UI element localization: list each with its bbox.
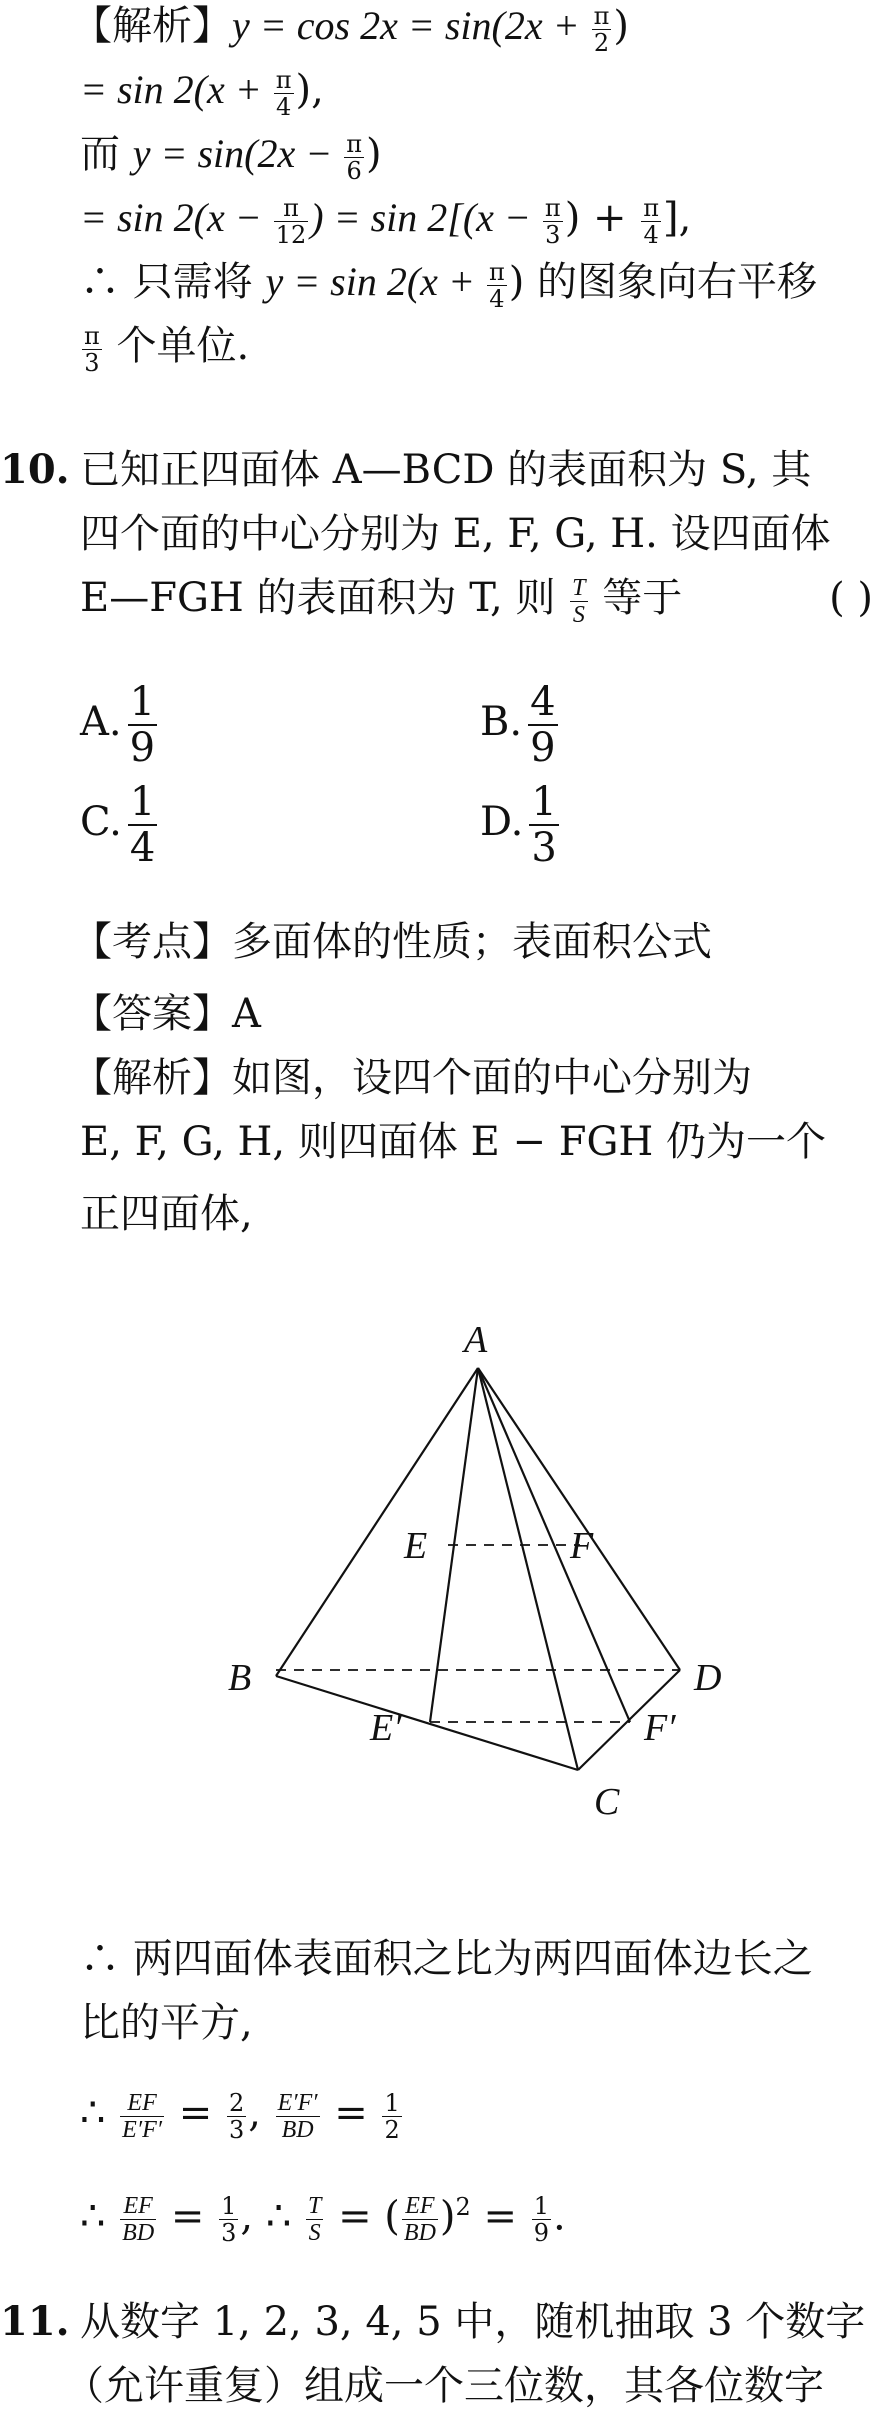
- option-c: [80, 780, 157, 870]
- math: ) = sin 2[(x −: [310, 195, 541, 240]
- den: E′F′: [122, 2116, 162, 2143]
- edge-ab: [276, 1368, 478, 1676]
- den: BD: [403, 2219, 436, 2246]
- den: 3: [84, 348, 100, 377]
- num: T: [572, 574, 586, 601]
- option-a: [80, 680, 157, 770]
- den: 6: [346, 156, 362, 185]
- num: 1: [384, 2088, 400, 2117]
- fraction: [528, 680, 557, 770]
- text: , ∴: [240, 2193, 304, 2240]
- fraction: [344, 131, 364, 184]
- text: 等于: [589, 575, 683, 621]
- edge-bc: [276, 1676, 578, 1770]
- option-b: [480, 680, 558, 770]
- math: ): [613, 3, 629, 49]
- conclusion-line-2: 比的平方,: [80, 2000, 253, 2046]
- den: 4: [489, 284, 505, 313]
- conclusion-line-3: [80, 2089, 404, 2143]
- text: ∴: [80, 2193, 119, 2240]
- question-number-11: 11.: [0, 2298, 70, 2345]
- num: π: [275, 65, 292, 94]
- jiexi-line-1: 【解析】如图，设四个面的中心分别为: [72, 1055, 752, 1101]
- text: ) 的图象向右平移: [508, 259, 818, 305]
- text: ,: [248, 2090, 274, 2136]
- q11-stem-line-2: （允许重复）组成一个三位数，其各位数字: [64, 2363, 824, 2409]
- prev-solution-line-6: [80, 322, 249, 376]
- num: 4: [530, 679, 556, 725]
- label-c: C: [594, 1781, 620, 1823]
- answer-blank: ( ): [829, 575, 873, 621]
- text: ): [439, 2193, 456, 2240]
- num: T: [308, 2192, 322, 2219]
- text: 个单位.: [103, 323, 250, 369]
- label: 【解析】: [72, 3, 232, 49]
- fraction: [543, 195, 563, 248]
- answer: 【答案】A: [72, 991, 261, 1037]
- den: 9: [533, 2218, 550, 2247]
- text: =: [470, 2193, 530, 2240]
- prev-solution-line-2: [80, 66, 324, 120]
- conclusion-line-1: ∴ 两四面体表面积之比为两四面体边长之: [80, 1936, 813, 1982]
- num: EF: [120, 2090, 164, 2117]
- fraction: [402, 2193, 438, 2246]
- fraction: [529, 780, 558, 870]
- den: 3: [228, 2115, 245, 2144]
- den: 2: [384, 2115, 400, 2144]
- q11-stem-line-1: 从数字 1, 2, 3, 4, 5 中，随机抽取 3 个数字: [80, 2299, 866, 2345]
- fraction: [274, 195, 309, 248]
- den: BD: [122, 2219, 155, 2246]
- option-label: B.: [480, 699, 523, 745]
- text: =: [158, 2193, 218, 2240]
- den: S: [572, 601, 585, 628]
- den: 2: [593, 28, 610, 57]
- text: = (: [325, 2193, 400, 2240]
- den: 4: [129, 825, 156, 871]
- label-b: B: [228, 1657, 252, 1699]
- text: =: [321, 2090, 381, 2136]
- num: 1: [129, 779, 156, 825]
- label-a: A: [464, 1319, 488, 1361]
- fraction: [219, 2193, 238, 2246]
- fraction: [128, 780, 157, 870]
- math: y = sin(2x −: [132, 131, 343, 176]
- math: ],: [663, 195, 692, 241]
- fraction: [641, 195, 661, 248]
- num: EF: [402, 2193, 438, 2220]
- num: π: [488, 257, 505, 286]
- label-f: F: [570, 1525, 594, 1567]
- fraction: [532, 2193, 551, 2246]
- text: =: [166, 2090, 225, 2136]
- jiexi-line-3: 正四面体,: [80, 1191, 253, 1237]
- prev-solution-line-5: [80, 258, 817, 312]
- num: π: [643, 193, 660, 222]
- text: E—FGH 的表面积为 T, 则: [80, 575, 569, 621]
- exponent: 2: [455, 2193, 471, 2221]
- option-label: D.: [480, 799, 524, 845]
- edge-ad: [478, 1368, 680, 1670]
- fraction: [306, 2193, 323, 2246]
- fraction: [227, 2090, 246, 2143]
- question-number-10: 10.: [0, 446, 70, 493]
- option-label: A.: [80, 699, 122, 745]
- den: S: [308, 2219, 321, 2246]
- edge-af2: [478, 1368, 630, 1722]
- den: 9: [530, 725, 556, 771]
- jiexi-line-2: E, F, G, H, 则四面体 E − FGH 仍为一个: [80, 1119, 827, 1165]
- num: 1: [533, 2191, 550, 2220]
- num: 2: [228, 2088, 245, 2117]
- math: = sin 2(x +: [80, 67, 272, 112]
- option-label: C.: [80, 799, 122, 845]
- fraction: [128, 680, 157, 770]
- prev-solution-line-3: [80, 130, 382, 184]
- text: .: [553, 2193, 566, 2240]
- fraction: [82, 323, 102, 376]
- text: ∴ 只需将: [80, 259, 266, 305]
- text: 而: [80, 131, 133, 177]
- label-e: E: [404, 1525, 428, 1567]
- math: ),: [295, 67, 324, 113]
- num: π: [593, 1, 610, 30]
- text: ∴: [80, 2090, 119, 2136]
- label-d: D: [694, 1657, 722, 1699]
- edge-ac: [478, 1368, 578, 1770]
- fraction: [276, 2090, 320, 2143]
- fraction: [274, 67, 294, 120]
- tetrahedron-figure: [0, 1300, 877, 1860]
- fraction: [120, 2193, 156, 2246]
- den: BD: [281, 2116, 314, 2143]
- num: EF: [120, 2193, 156, 2220]
- fraction: [120, 2090, 164, 2143]
- num: 1: [531, 779, 557, 825]
- q10-stem-line-2: 四个面的中心分别为 E, F, G, H. 设四面体: [80, 511, 831, 557]
- den: 3: [545, 220, 561, 249]
- math: ) +: [564, 195, 640, 241]
- fraction: [487, 259, 507, 312]
- prev-solution-line-4: [80, 194, 691, 248]
- num: π: [274, 195, 309, 222]
- option-d: [480, 780, 559, 870]
- den: 9: [129, 725, 156, 771]
- num: 1: [129, 679, 156, 725]
- math: y = cos 2x = sin(2x +: [232, 3, 590, 48]
- num: π: [346, 129, 362, 158]
- num: E′F′: [277, 2089, 318, 2116]
- prev-solution-line-1: [72, 2, 629, 56]
- fraction: [382, 2090, 401, 2143]
- math: y = sin 2(x +: [265, 259, 485, 304]
- conclusion-line-4: [80, 2183, 566, 2246]
- label-e-prime: E′: [370, 1707, 402, 1749]
- q10-stem-line-1: 已知正四面体 A—BCD 的表面积为 S, 其: [80, 447, 812, 493]
- fraction: [592, 3, 612, 56]
- math: ): [366, 131, 382, 177]
- num: π: [544, 193, 561, 222]
- math: = sin 2(x −: [80, 195, 272, 240]
- den: 4: [643, 220, 659, 249]
- den: 12: [275, 220, 307, 249]
- num: 1: [221, 2191, 237, 2220]
- fraction: [570, 575, 587, 628]
- q10-stem-line-3: [80, 574, 682, 628]
- kaodian: 【考点】多面体的性质；表面积公式: [72, 919, 712, 965]
- den: 3: [531, 825, 557, 871]
- num: π: [84, 321, 100, 350]
- label-f-prime: F′: [644, 1707, 676, 1749]
- den: 3: [221, 2218, 237, 2247]
- den: 4: [276, 92, 292, 121]
